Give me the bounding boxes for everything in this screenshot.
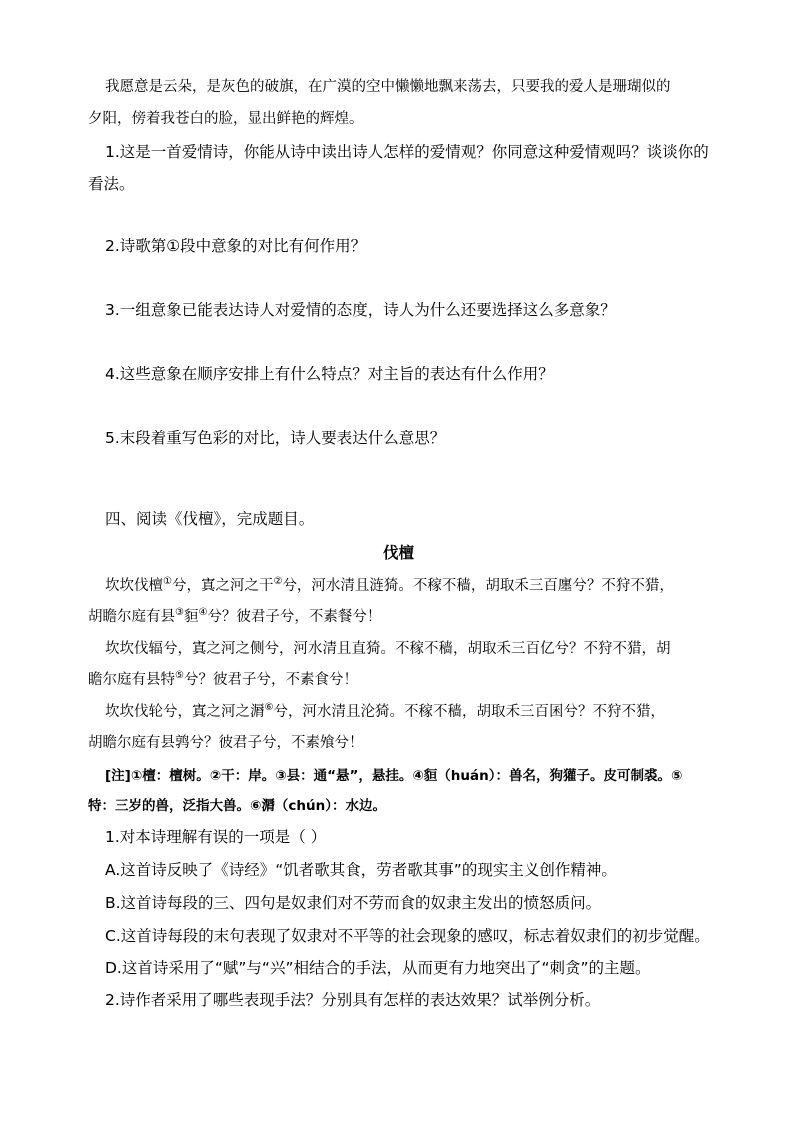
stanza-2-line-2: 瞻尔庭有县特⑤兮？彼君子兮，不素食兮！ [88,670,358,688]
question-1-line-1: 1.这是一首爱情诗，你能从诗中读出诗人怎样的爱情观？你同意这种爱情观吗？谈谈你的 [105,143,709,161]
option-d: D.这首诗采用了“赋”与“兴”相结合的手法，从而更有力地突出了“刺贪”的主题。 [105,959,651,977]
stanza-3-line-1: 坎坎伐轮兮，寘之河之漘⑥兮，河水清且沦猗。不稼不穑，胡取禾三百囷兮？不狩不猎， [105,702,665,720]
stanza-3-line-2: 胡瞻尔庭有县鹑兮？彼君子兮，不素飧兮！ [88,735,364,751]
stanza-2-line-1: 坎坎伐辐兮，寘之河之侧兮，河水清且直猗。不稼不穑，胡取禾三百亿兮？不狩不猎，胡 [105,641,671,657]
poem-tail-line-1: 我愿意是云朵，是灰色的破旗，在广漠的空中懒懒地飘来荡去，只要我的爱人是珊瑚似的 [105,79,671,95]
option-c: C.这首诗每段的末句表现了奴隶对不平等的社会现象的感叹，标志着奴隶们的初步觉醒。 [105,927,710,945]
question-3: 3.一组意象已能表达诗人对爱情的态度，诗人为什么还要选择这么多意象？ [105,301,616,319]
question-5: 5.末段着重写色彩的对比，诗人要表达什么意思？ [105,429,446,447]
poem-tail-line-2: 夕阳，傍着我苍白的脸，显出鲜艳的辉煌。 [88,111,364,127]
poem-title: 伐檀 [383,544,415,562]
question-2-analysis: 2.诗作者采用了哪些表现手法？分别具有怎样的表达效果？试举例分析。 [105,991,601,1009]
question-2: 2.诗歌第①段中意象的对比有何作用？ [105,237,367,255]
option-b: B.这首诗每段的三、四句是奴隶们对不劳而食的奴隶主发出的愤怒质问。 [105,894,602,912]
question-1-line-2: 看法。 [88,175,135,193]
stanza-1-line-1: 坎坎伐檀①兮，寘之河之干②兮，河水清且涟猗。不稼不穑，胡取禾三百廛兮？不狩不猎， [105,576,674,594]
stanza-1-line-2: 胡瞻尔庭有县③貆④兮？彼君子兮，不素餐兮！ [88,607,382,625]
option-a: A.这首诗反映了《诗经》“饥者歌其食，劳者歌其事”的现实主义创作精神。 [105,861,617,879]
mc-question-1: 1.对本诗理解有误的一项是（ ） [105,828,327,846]
question-4: 4.这些意象在顺序安排上有什么特点？对主旨的表达有什么作用？ [105,365,554,383]
section-4-heading: 四、阅读《伐檀》，完成题目。 [105,510,315,528]
note-line-1: [注]①檀：檀树。②干：岸。③县：通“悬”，悬挂。④貆（huán）：兽名，狗獾子。皮可制裘。⑤ [105,768,683,784]
note-line-2: 特：三岁的兽，泛指大兽。⑥漘（chún）：水边。 [88,798,387,814]
